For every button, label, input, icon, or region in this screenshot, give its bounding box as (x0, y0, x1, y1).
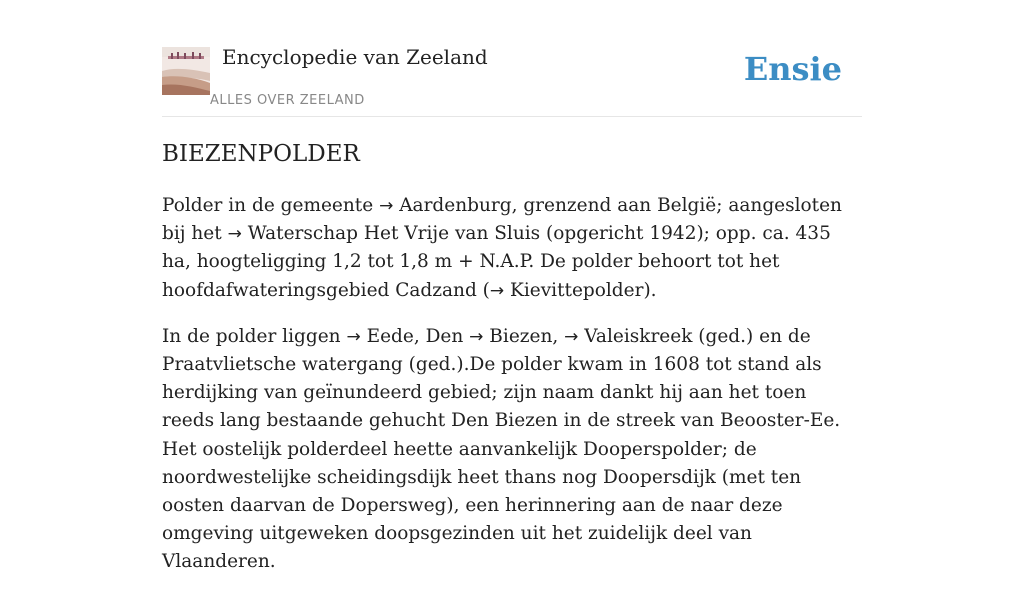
site-tagline: ALLES OVER ZEELAND (210, 93, 365, 108)
arrow-right-icon: → (489, 280, 505, 301)
site-header (162, 0, 862, 117)
link-label: Aardenburg (393, 195, 512, 216)
logo-image (162, 47, 210, 95)
link-eede[interactable] (346, 326, 413, 347)
link-waterschap-het-vrije-van-sluis[interactable] (228, 223, 541, 244)
arrow-right-icon: → (227, 224, 242, 245)
paragraph-text: (opgericht 1942); opp. ca. 435 ha, hoogteligging 1,2 tot 1,8 m + N.A.P. De polder behoort tot het hoofdafwateringsgebied Cadzand ( (162, 223, 831, 301)
article (162, 138, 864, 595)
link-kievittepolder[interactable] (490, 280, 644, 301)
arrow-right-icon: → (346, 326, 361, 347)
link-aardenburg[interactable] (379, 195, 512, 216)
arrow-right-icon: → (379, 196, 394, 216)
link-biezen[interactable] (469, 326, 552, 347)
paragraph-text: (ged.) en de Praatvlietsche watergang (ged.).De polder kwam in 1608 tot stand als herdijking van geïnundeerd gebied; zijn naam dankt hij aan het toen reeds lang bestaande gehucht Den Biezen in de streek van Beooster-Ee. Het oostelijk polderdeel heette aanvankelijk Dooperspolder; de noordwestelijke scheidingsdijk heet thans nog Doopersdijk (met ten oosten daarvan de Dopersweg), een herinnering aan de naar deze omgeving uitgeweken doopsgezinden uit het zuidelijk deel van Vlaanderen. (162, 325, 841, 573)
article-paragraph (162, 323, 864, 577)
site-logo[interactable] (162, 47, 210, 95)
paragraph-text: , Den (413, 325, 470, 347)
link-label: Waterschap Het Vrije van Sluis (241, 223, 541, 245)
link-valeiskreek[interactable] (564, 326, 692, 347)
paragraph-text: ). (643, 279, 657, 301)
arrow-right-icon: → (564, 326, 579, 347)
link-label: Biezen (483, 325, 553, 347)
site-title[interactable]: Encyclopedie van Zeeland (222, 45, 488, 69)
paragraph-text: , (552, 325, 565, 347)
paragraph-text: , grenzend aan België; aangesloten bij het (162, 195, 842, 245)
article-paragraph (162, 192, 864, 305)
arrow-right-icon: → (469, 326, 484, 347)
paragraph-text: Polder in de gemeente (162, 195, 380, 216)
paragraph-text: In de polder liggen (162, 325, 347, 347)
brand-logo-link[interactable]: Ensie (743, 50, 842, 88)
link-label: Valeiskreek (578, 325, 693, 347)
link-label: Eede (360, 325, 414, 347)
link-label: Kievittepolder (504, 279, 644, 301)
article-title: BIEZENPOLDER (162, 141, 360, 167)
